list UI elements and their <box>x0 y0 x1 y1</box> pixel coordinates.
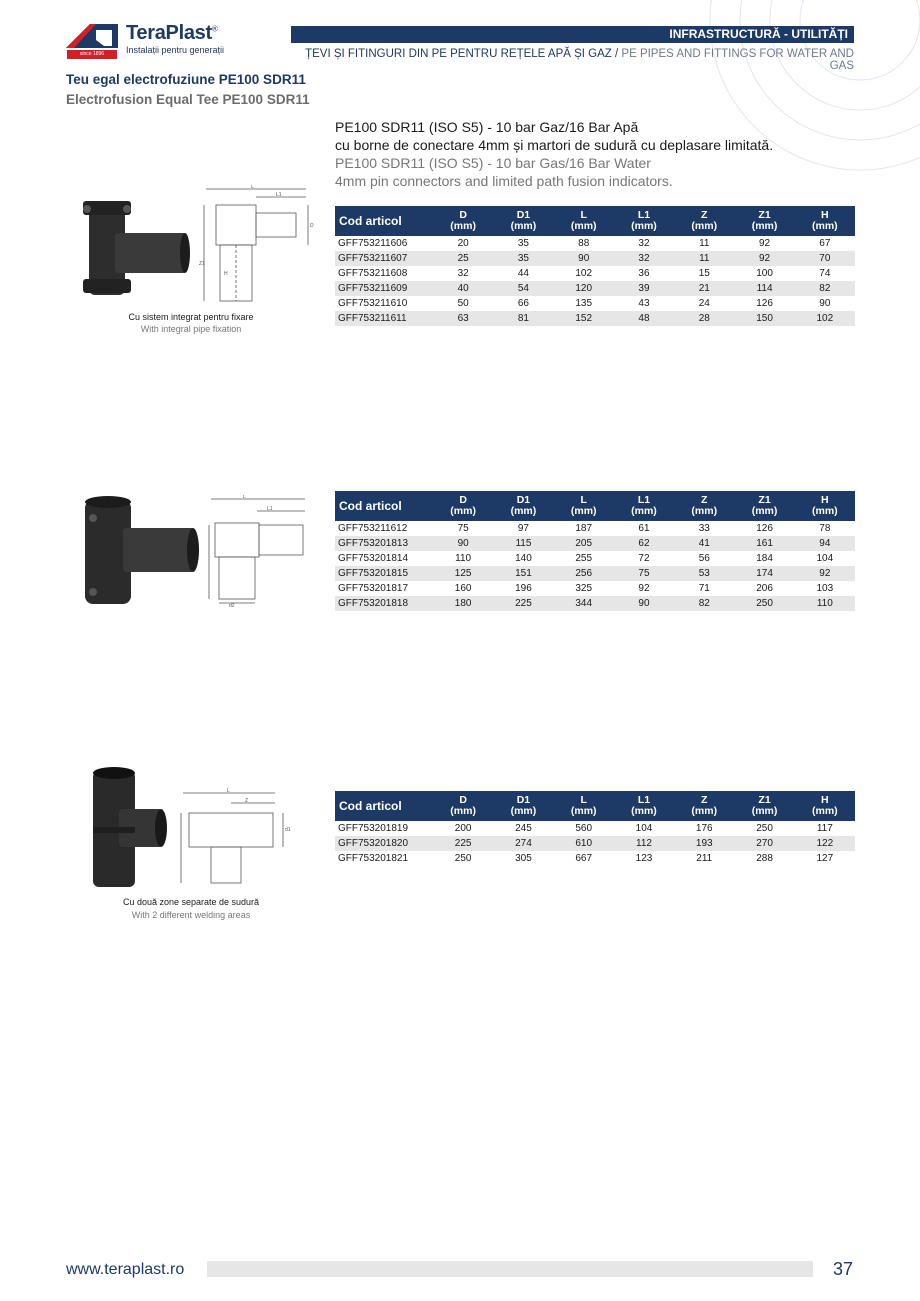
dimension-cell: 114 <box>734 281 794 296</box>
dimension-cell: 110 <box>455 553 472 564</box>
column-header-unit: (mm) <box>510 805 537 817</box>
dimension-cell: 20 <box>457 238 469 249</box>
dimension-cell: 110 <box>795 596 855 611</box>
dimension-cell: 205 <box>554 536 614 551</box>
dimension-cell: 81 <box>493 311 553 326</box>
table-row <box>335 821 855 836</box>
column-header-unit: (mm) <box>751 505 778 517</box>
column-header-name: D1 <box>516 494 531 506</box>
brand-name: TeraPlast® <box>126 22 218 44</box>
dimension-cell: 61 <box>638 523 650 534</box>
dimension-cell: 82 <box>795 281 855 296</box>
column-header <box>614 206 674 236</box>
dimension-cell: 71 <box>698 583 710 594</box>
svg-text:L1: L1 <box>267 506 273 512</box>
caption-ro: Cu sistem integrat pentru fixare <box>128 312 254 322</box>
table-row <box>335 581 855 596</box>
table-row <box>335 236 855 251</box>
dimension-cell: 78 <box>819 523 831 534</box>
dimension-cell: 187 <box>575 523 593 534</box>
column-header-unit: (mm) <box>691 220 718 232</box>
dimension-cell: 94 <box>795 536 855 551</box>
column-header <box>614 491 674 521</box>
dimension-cell: 92 <box>795 566 855 581</box>
column-header-name: L1 <box>637 209 651 221</box>
column-header-unit: (mm) <box>510 220 537 232</box>
column-header <box>614 791 674 821</box>
dimension-cell: 344 <box>554 596 614 611</box>
dimension-cell: 104 <box>635 823 653 834</box>
dimension-cell: 54 <box>493 281 553 296</box>
brand-tagline: Instalații pentru generații <box>126 45 225 55</box>
dimension-cell: 11 <box>674 251 734 266</box>
dimension-cell: 270 <box>734 836 794 851</box>
description-line: PE100 SDR11 (ISO S5) - 10 bar Gas/16 Bar Water <box>335 155 651 171</box>
dimension-cell: 123 <box>635 853 653 864</box>
column-header <box>734 206 794 236</box>
dimension-cell: 90 <box>554 251 614 266</box>
dimension-cell: 33 <box>698 523 710 534</box>
svg-text:L: L <box>227 788 230 794</box>
dimension-cell: 245 <box>515 823 532 834</box>
dimension-cell: 53 <box>674 566 734 581</box>
dimension-cell: 325 <box>575 583 593 594</box>
column-header-name: D1 <box>516 794 531 806</box>
dimension-cell: 66 <box>517 298 529 309</box>
dimension-cell: 161 <box>734 536 794 551</box>
column-header-unit: (mm) <box>450 220 476 232</box>
dimension-cell: 115 <box>493 536 553 551</box>
since-label: since 1896 <box>67 50 117 59</box>
svg-text:Z: Z <box>245 798 249 804</box>
column-header <box>554 206 614 236</box>
tee-large-photo <box>87 765 169 892</box>
column-header-code: Cod articol <box>335 206 433 236</box>
dimension-cell: 36 <box>638 268 650 279</box>
column-header-unit: (mm) <box>570 805 597 817</box>
spec-table-medium <box>335 491 855 611</box>
subcategory-line: ȚEVI ȘI FITINGURI DIN PE PENTRU REȚELE APĂ ȘI GAZ / PE PIPES AND FITTINGS FOR WATER AND GAS <box>305 48 854 72</box>
column-header-name: Z1 <box>758 209 771 221</box>
article-code-cell: GFF753211612 <box>338 523 408 534</box>
column-header <box>734 791 794 821</box>
column-header-unit: (mm) <box>450 505 476 517</box>
dimension-cell: 24 <box>698 298 710 309</box>
column-header-unit: (mm) <box>812 220 838 232</box>
column-header-unit: (mm) <box>751 805 778 817</box>
dimension-cell: 74 <box>819 268 831 279</box>
dimension-cell: 120 <box>554 281 614 296</box>
dimension-cell: 35 <box>493 251 553 266</box>
dimension-cell: 560 <box>575 823 593 834</box>
column-header-unit: (mm) <box>631 805 657 817</box>
column-header-name: L <box>580 794 587 806</box>
table-row <box>335 281 855 296</box>
dimension-cell: 35 <box>517 238 529 249</box>
dimension-cell: 90 <box>819 298 831 309</box>
dimension-cell: 150 <box>734 311 794 326</box>
column-header-name: L1 <box>637 794 651 806</box>
article-code-cell: GFF753201820 <box>335 836 433 851</box>
dimension-cell: 102 <box>575 268 593 279</box>
dimension-cell: 88 <box>578 238 590 249</box>
table-row <box>335 251 855 266</box>
column-header <box>734 491 794 521</box>
column-header <box>795 491 855 521</box>
column-header-name: Z1 <box>758 794 771 806</box>
dimension-cell: 610 <box>554 836 614 851</box>
dimension-cell: 140 <box>515 553 532 564</box>
footer-url[interactable]: www.teraplast.ro <box>66 1261 185 1278</box>
article-code-cell: GFF753201813 <box>335 536 433 551</box>
dimension-cell: 176 <box>695 823 713 834</box>
dimension-cell: 97 <box>517 523 529 534</box>
column-header-name: Z <box>701 494 708 506</box>
dimension-cell: 43 <box>638 298 650 309</box>
dimension-cell: 11 <box>699 238 710 249</box>
dimension-cell: 63 <box>433 311 493 326</box>
tee-medium-drawing <box>205 495 315 607</box>
product-description <box>335 118 773 190</box>
column-header-name: H <box>821 209 829 221</box>
table-row <box>335 521 855 536</box>
column-header-unit: (mm) <box>751 220 778 232</box>
table-row <box>335 311 855 326</box>
article-code-cell: GFF753201818 <box>335 596 433 611</box>
dimension-cell: 32 <box>457 268 469 279</box>
column-header-name: Z <box>701 794 708 806</box>
column-header-name: Z1 <box>758 494 771 506</box>
column-header-unit: (mm) <box>691 505 718 517</box>
dimension-cell: 70 <box>795 251 855 266</box>
column-header-name: D1 <box>516 209 531 221</box>
dimension-cell: 75 <box>614 566 674 581</box>
caption-en: With 2 different welding areas <box>131 910 251 920</box>
column-header-unit: (mm) <box>691 805 718 817</box>
dimension-cell: 39 <box>614 281 674 296</box>
table-row <box>335 551 855 566</box>
article-code-cell: GFF753201814 <box>338 553 409 564</box>
dimension-cell: 40 <box>433 281 493 296</box>
column-header-unit: (mm) <box>631 220 657 232</box>
svg-text:d1: d1 <box>285 827 291 833</box>
column-header-code: Cod articol <box>335 491 433 521</box>
dimension-cell: 255 <box>575 553 593 564</box>
column-header <box>554 491 614 521</box>
dimension-cell: 62 <box>614 536 674 551</box>
table-header-row <box>335 791 855 821</box>
description-line: 4mm pin connectors and limited path fusion indicators. <box>335 173 673 189</box>
table-header-row <box>335 491 855 521</box>
dimension-cell: 250 <box>756 823 773 834</box>
dimension-cell: 250 <box>454 853 472 864</box>
dimension-cell: 193 <box>674 836 734 851</box>
dimension-cell: 41 <box>674 536 734 551</box>
column-header <box>674 206 734 236</box>
dimension-cell: 174 <box>734 566 794 581</box>
dimension-cell: 100 <box>756 268 773 279</box>
svg-text:L1: L1 <box>276 192 282 198</box>
dimension-cell: 211 <box>696 853 713 864</box>
dimension-cell: 200 <box>454 823 472 834</box>
table-row <box>335 596 855 611</box>
tee-small-photo <box>75 195 190 300</box>
dimension-cell: 102 <box>795 311 855 326</box>
dimension-cell: 160 <box>454 583 472 594</box>
column-header <box>433 491 493 521</box>
dimension-cell: 288 <box>756 853 773 864</box>
article-code-cell: GFF753211608 <box>338 268 408 279</box>
column-header <box>795 791 855 821</box>
article-code-cell: GFF753211607 <box>335 251 433 266</box>
caption-en: With integral pipe fixation <box>140 324 242 334</box>
category-bar: INFRASTRUCTURĂ - UTILITĂȚI <box>291 26 854 43</box>
table-row <box>335 566 855 581</box>
page-number: 37 <box>833 1259 854 1279</box>
svg-text:H: H <box>224 271 228 277</box>
column-header-unit: (mm) <box>570 505 597 517</box>
dimension-cell: 92 <box>758 238 771 249</box>
dimension-cell: 151 <box>493 566 553 581</box>
article-code-cell: GFF753211606 <box>338 238 408 249</box>
column-header-code: Cod articol <box>335 791 433 821</box>
dimension-cell: 92 <box>734 251 794 266</box>
svg-text:L: L <box>243 495 246 500</box>
caption-ro: Cu două zone separate de sudură <box>122 897 260 907</box>
column-header-name: Z <box>701 209 708 221</box>
column-header-unit: (mm) <box>570 220 597 232</box>
dimension-cell: 250 <box>734 596 794 611</box>
dimension-cell: 152 <box>554 311 614 326</box>
column-header-name: D <box>459 494 467 506</box>
column-header-name: L <box>580 209 587 221</box>
dimension-cell: 256 <box>554 566 614 581</box>
column-header-unit: (mm) <box>631 505 657 517</box>
dimension-cell: 56 <box>698 553 710 564</box>
dimension-cell: 196 <box>515 583 532 594</box>
dimension-cell: 15 <box>698 268 710 279</box>
dimension-cell: 50 <box>457 298 469 309</box>
svg-text:d2: d2 <box>229 603 235 607</box>
article-code-cell: GFF753201819 <box>338 823 409 834</box>
svg-text:L: L <box>251 185 254 190</box>
dimension-cell: 32 <box>638 238 650 249</box>
table-row <box>335 851 855 866</box>
dimension-cell: 67 <box>819 238 831 249</box>
dimension-cell: 104 <box>816 553 834 564</box>
dimension-cell: 90 <box>614 596 674 611</box>
product-title-ro: Teu egal electrofuziune PE100 SDR11 <box>66 72 306 87</box>
dimension-cell: 32 <box>614 251 674 266</box>
column-header-unit: (mm) <box>450 805 476 817</box>
dimension-cell: 112 <box>614 836 674 851</box>
dimension-cell: 667 <box>575 853 593 864</box>
table-row <box>335 836 855 851</box>
table-header-row <box>335 206 855 236</box>
dimension-cell: 127 <box>816 853 834 864</box>
article-code-cell: GFF753201817 <box>338 583 409 594</box>
column-header-name: H <box>821 794 829 806</box>
dimension-cell: 82 <box>674 596 734 611</box>
column-header-name: D <box>459 209 467 221</box>
column-header <box>674 491 734 521</box>
table-row <box>335 536 855 551</box>
spec-table-small <box>335 206 855 326</box>
dimension-cell: 92 <box>638 583 650 594</box>
column-header-name: L1 <box>637 494 651 506</box>
article-code-cell: GFF753211609 <box>335 281 433 296</box>
dimension-cell: 117 <box>816 823 833 834</box>
table-row <box>335 296 855 311</box>
dimension-cell: 206 <box>756 583 773 594</box>
column-header <box>433 791 493 821</box>
svg-text:Z1: Z1 <box>199 261 205 267</box>
column-header-name: L <box>580 494 587 506</box>
dimension-cell: 44 <box>517 268 529 279</box>
article-code-cell: GFF753201821 <box>338 853 409 864</box>
dimension-cell: 305 <box>515 853 532 864</box>
column-header <box>493 791 553 821</box>
column-header-name: D <box>459 794 467 806</box>
column-header <box>433 206 493 236</box>
dimension-cell: 48 <box>614 311 674 326</box>
description-line: cu borne de conectare 4mm și martori de sudură cu deplasare limitată. <box>335 137 774 153</box>
description-line: PE100 SDR11 (ISO S5) - 10 bar Gaz/16 Bar Apă <box>335 119 639 135</box>
table-row <box>335 266 855 281</box>
column-header-unit: (mm) <box>812 805 838 817</box>
article-code-cell: GFF753201815 <box>335 566 433 581</box>
tee-small-drawing <box>196 185 326 307</box>
dimension-cell: 184 <box>756 553 773 564</box>
product-title-en: Electrofusion Equal Tee PE100 SDR11 <box>66 92 310 107</box>
dimension-cell: 90 <box>433 536 493 551</box>
spec-table-large <box>335 791 855 866</box>
svg-text:D: D <box>310 223 314 229</box>
tee-large-drawing <box>175 787 300 887</box>
column-header <box>795 206 855 236</box>
dimension-cell: 25 <box>433 251 493 266</box>
dimension-cell: 225 <box>493 596 553 611</box>
tee-medium-photo <box>77 494 202 610</box>
dimension-cell: 21 <box>674 281 734 296</box>
teraplast-logo[interactable] <box>66 22 241 58</box>
dimension-cell: 225 <box>433 836 493 851</box>
dimension-cell: 103 <box>816 583 834 594</box>
article-code-cell: GFF753211610 <box>338 298 408 309</box>
dimension-cell: 28 <box>674 311 734 326</box>
footer-bar <box>207 1261 813 1277</box>
dimension-cell: 180 <box>433 596 493 611</box>
column-header <box>493 206 553 236</box>
dimension-cell: 126 <box>756 298 773 309</box>
dimension-cell: 274 <box>493 836 553 851</box>
article-code-cell: GFF753211611 <box>335 311 433 326</box>
dimension-cell: 122 <box>795 836 855 851</box>
column-header <box>493 491 553 521</box>
column-header-unit: (mm) <box>812 505 838 517</box>
dimension-cell: 72 <box>638 553 650 564</box>
dimension-cell: 135 <box>575 298 593 309</box>
column-header-unit: (mm) <box>510 505 537 517</box>
column-header <box>674 791 734 821</box>
column-header <box>554 791 614 821</box>
dimension-cell: 75 <box>457 523 469 534</box>
dimension-cell: 125 <box>433 566 493 581</box>
column-header-name: H <box>821 494 829 506</box>
dimension-cell: 126 <box>756 523 773 534</box>
